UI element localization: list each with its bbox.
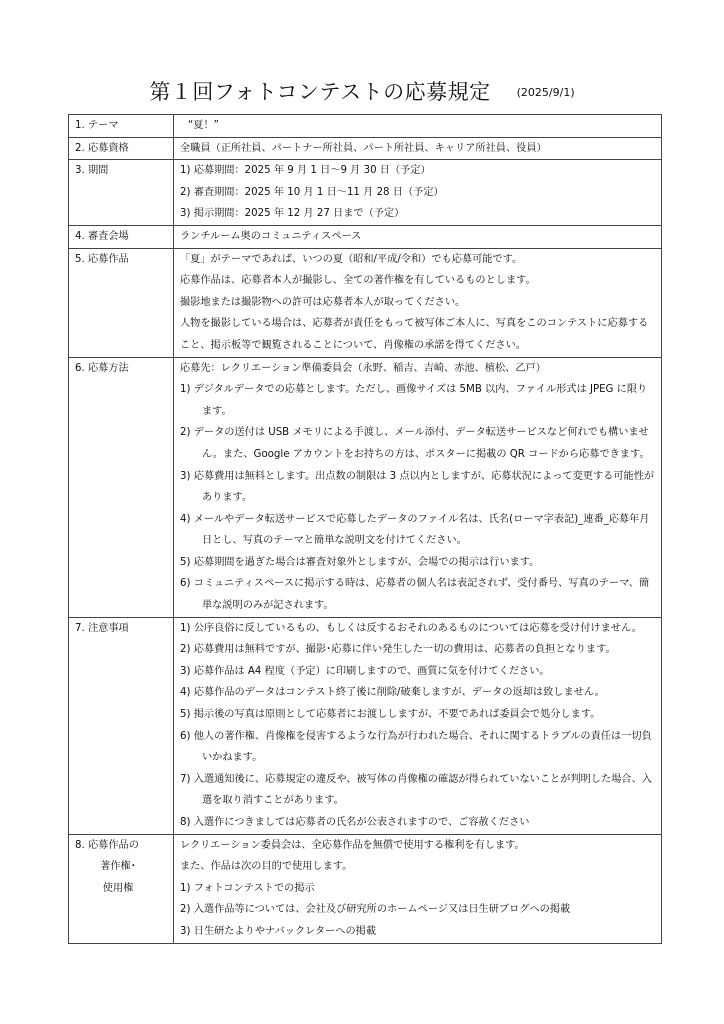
row-copyright	[69, 834, 662, 943]
list-item: 8) 入選作につきましては応募者の氏名が公表されますので、ご容赦ください	[180, 817, 530, 828]
paragraph: また、作品は次の目的で使用します。	[180, 861, 353, 873]
label-copyright	[69, 834, 174, 943]
list-item: 2) 審査期間：2025 年 10 月 1 日～11 月 28 日（予定）	[180, 186, 444, 198]
list-item: 3) 応募作品は A4 程度（予定）に印刷しますので、画質に気を付けてください。	[180, 665, 550, 677]
list-item: 7) 入選通知後に、応募規定の違反や、被写体の肖像権の確認が得られていないことが判明した場合、入選を取り消すことがあります。	[180, 773, 652, 807]
label-works: 5. 応募作品	[69, 248, 174, 357]
eligibility-text: 全職員（正所社員、パートナー所社員、パート所社員、キャリア所社員、役員）	[180, 142, 547, 154]
list-item: 6) 他人の著作権、肖像権を侵害するような行為が行われた場合、それに関するトラブルの責任は一切負いかねます。	[180, 730, 652, 764]
list-item: 2) データの送付は USB メモリによる手渡し、メール添付、データ転送サービスなど何れでも構いません。また、Google アカウントをお持ちの方は、ポスターに掲載の QR コードから応募できます。	[180, 427, 650, 460]
label-copyright-sub: 著作権･	[100, 861, 136, 873]
list-item: 3) 応募費用は無料とします。出点数の制限は 3 点以内としますが、応募状況によって変更する可能性があります。	[180, 470, 655, 504]
label-notes: 7. 注意事項	[69, 617, 174, 834]
content-copyright	[174, 834, 662, 943]
content-notes	[174, 617, 662, 834]
row-eligibility	[69, 137, 662, 160]
list-item: 4) 応募作品のデータはコンテスト終了後に削除/破棄しますが、データの返却は致しません。	[180, 687, 605, 699]
row-works	[69, 248, 662, 357]
label-method: 6. 応募方法	[69, 357, 174, 617]
list-item: 3) 掲示期間：2025 年 12 月 27 日まで（予定）	[180, 208, 405, 220]
theme-text: “夏！”	[188, 120, 219, 131]
label-copyright-sub: 使用権	[102, 882, 134, 894]
list-item: 2) 入選作品等については、会社及び研究所のホームページ又は日生研ブログへの掲載	[180, 904, 571, 916]
paragraph: 応募作品は、応募者本人が撮影し、全ての著作権を有しているものとします。	[180, 275, 536, 287]
label-venue: 4. 審査会場	[69, 225, 174, 248]
list-item: 2) 応募費用は無料ですが、撮影･応募に伴い発生した一切の費用は、応募者の負担となります。	[180, 644, 616, 656]
list-item: 1) フォトコンテストでの掲示	[180, 882, 315, 894]
list-item: 3) 日生研たよりやナバックレターへの掲載	[180, 925, 377, 937]
list-item: 6) コミュニティスペースに掲示する時は、応募者の個人名は表記されず、受付番号、写真のテーマ、簡単な説明のみが記されます。	[180, 578, 650, 612]
content-eligibility	[174, 137, 662, 160]
row-theme	[69, 115, 662, 138]
paragraph: レクリエーション委員会は、全応募作品を無償で使用する権利を有します。	[180, 839, 525, 851]
rules-table	[68, 114, 662, 944]
page-title: 第１回フォトコンテストの応募規定	[149, 80, 491, 104]
venue-text: ランチルーム奥のコミュニティスペース	[180, 230, 362, 242]
list-item: 1) 応募期間：2025 年 9 月 1 日～9 月 30 日（予定）	[180, 165, 431, 177]
content-period	[174, 160, 662, 226]
row-method	[69, 357, 662, 617]
row-period	[69, 160, 662, 226]
paragraph: 応募先：レクリエーション準備委員会（永野、稲吉、吉崎、赤池、植松、乙戸）	[180, 362, 546, 374]
list-item: 5) 掲示後の写真は原則として応募者にお渡ししますが、不要であれば委員会で処分します。	[180, 709, 601, 721]
list-item: 1) デジタルデータでの応募とします。ただし、画像サイズは 5MB 以内、ファイル形式は JPEG に限ります。	[180, 384, 648, 417]
content-theme	[174, 115, 662, 138]
content-method	[174, 357, 662, 617]
list-item: 5) 応募期間を過ぎた場合は審査対象外としますが、会場での掲示は行います。	[180, 556, 540, 568]
paragraph: 「夏」がテーマであれば、いつの夏（昭和/平成/令和）でも応募可能です。	[180, 253, 523, 265]
list-item: 1) 公序良俗に反しているもの、もしくは反するおそれのあるものについては応募を受け付けません。	[180, 622, 642, 634]
label-theme: 1. テーマ	[69, 115, 174, 138]
label-period: 3. 期間	[69, 160, 174, 226]
row-venue	[69, 225, 662, 248]
content-works	[174, 248, 662, 357]
list-item: 4) メールやデータ転送サービスで応募したデータのファイル名は、氏名(ローマ字表記)_連番_応募年月日とし、写真のテーマと簡単な説明文を付けてください。	[180, 513, 650, 547]
row-notes	[69, 617, 662, 834]
label-eligibility: 2. 応募資格	[69, 137, 174, 160]
content-venue	[174, 225, 662, 248]
paragraph: 撮影地または撮影物への許可は応募者本人が取ってください。	[180, 296, 466, 308]
label-copyright-main: 8. 応募作品の	[75, 839, 139, 851]
page-header	[0, 76, 724, 106]
page-date: (2025/9/1)	[516, 86, 575, 99]
paragraph: 人物を撮影している場合は、応募者が責任をもって被写体ご本人に、写真をこのコンテストに応募すること、掲示板等で観覧されることについて、肖像権の承諾を得てください。	[180, 318, 649, 351]
